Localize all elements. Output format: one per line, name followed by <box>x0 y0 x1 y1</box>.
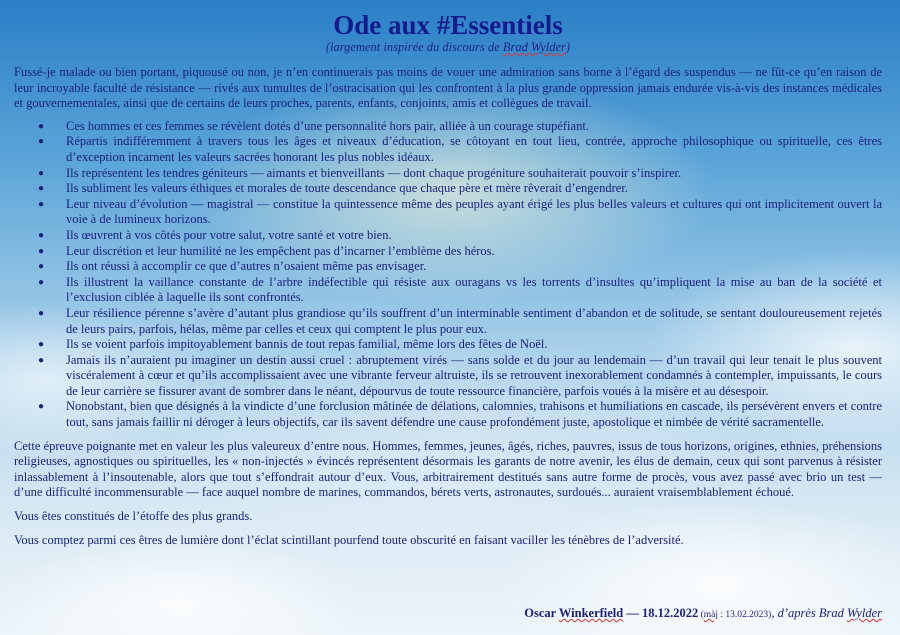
list-item <box>38 305 882 337</box>
list-item-text: Répartis indifféremment à travers tous les âges et niveaux d’éducation, se côtoyant en tout lieu, contrée, approche philosophique ou spirituelle, ces êtres d’exception incarnent les valeurs sacrées honorant les plus nobles idéaux. <box>66 134 882 164</box>
update-note-date: : 13.02.2023) <box>718 610 772 620</box>
signature <box>524 606 882 623</box>
list-item-text: Jamais ils n’auraient pu imaginer un destin aussi cruel : abruptement virés — sans solde et du jour au lendemain — d’un travail qui leur tenait le plus souvent viscéralement à cœur et qu’ils accomplissaient avec une vibrante ferveur altruiste, ils se retrouvent inexorablement condamnés à contempler, impuissants, le cours de leur carrière se fissurer avant de sombrer dans le néant, dépourvus de toute ressource financière, parfois voués à la misère et au désespoir. <box>66 352 882 398</box>
bullet-icon: ● <box>38 261 45 273</box>
page-title: Ode aux #Essentiels <box>333 10 563 40</box>
bullet-icon: ● <box>38 198 45 210</box>
inspiration-name: Wylder <box>847 606 882 620</box>
signature-separator: — <box>623 606 642 620</box>
bullet-icon: ● <box>38 276 45 288</box>
list-item-text: Ces hommes et ces femmes se révèlent dotés d’une personnalité hors pair, alliée à un courage stupéfiant. <box>66 118 589 133</box>
list-item <box>38 352 882 400</box>
bullet-icon: ● <box>38 120 45 132</box>
list-item-text: Ils ont réussi à accomplir ce que d’autres n’osaient même pas envisager. <box>66 259 427 274</box>
list-item <box>38 196 882 228</box>
final-paragraph: Vous comptez parmi ces êtres de lumière dont l’éclat scintillant pourfend toute obscurité en faisant vaciller les ténèbres de l’adversité. <box>14 532 684 547</box>
bullet-icon: ● <box>38 136 45 148</box>
list-item-text: Ils œuvrent à vos côtés pour votre salut, votre santé et votre bien. <box>66 227 392 242</box>
list-item-text: Leur niveau d’évolution — magistral — constitue la quintessence même des peuples ayant érigé les plus belles valeurs et cultures qui ont implicitement ouvert la voie à de lumineux horizons. <box>66 196 882 227</box>
bullet-icon: ● <box>38 401 45 413</box>
list-item <box>38 243 882 260</box>
list-item <box>38 337 882 353</box>
closing-paragraph: Cette épreuve poignante met en valeur les plus valeureux d’entre nous. Hommes, femmes, jeunes, âgés, riches, pauvres, issus de tous horizons, origines, ethnies, préhensions religieuses, agnostiques ou spirituelles, les « non-injectés » évincés représentent désormais les garants de notre avenir, les élus de demain, ceux qui sont parvenus à résister inlassablement à l’insoutenable, alors que tout s’effondrait autour d’eux. Vous, arbitrairement destitués sans autre forme de procès, vous avez passé avec brio un test — d’une difficulté incommensurable — face auquel nombre de marines, commandos, bérets verts, astronautes, surdoués... auraient vraisemblablement échoué. <box>14 438 882 500</box>
subtitle <box>14 40 882 55</box>
signature-date: 18.12.2022 <box>641 606 699 620</box>
bullet-icon: ● <box>38 183 45 195</box>
subtitle-prefix: (largement inspirée du discours de <box>325 40 503 54</box>
update-note-open: ( <box>698 610 704 620</box>
bullet-icon: ● <box>38 307 45 319</box>
update-note-word: màj <box>703 610 719 620</box>
list-item <box>38 181 882 197</box>
bullet-icon: ● <box>38 339 45 351</box>
intro-paragraph: Fussé-je malade ou bien portant, piquousé ou non, je n’en continuerais pas moins de vouer une admiration sans borne à l’égard des suspendus — ne fût-ce qu’en raison de leur incroyable faculté de résistance — rivés aux tumultes de l’ostracisation qui les confrontent à la plus grande oppression jamais endurée vis-à-vis des instances médicales et gouvernementales, ainsi que de certains de leurs proches, parents, enfants, conjoints, amis et collègues de travail. <box>14 65 882 111</box>
list-item-text: Ils se voient parfois impitoyablement bannis de tout repas familial, même lors des fêtes de Noël. <box>66 337 548 352</box>
inspiration-prefix: , d’après Brad <box>771 606 848 620</box>
list-item-text: Ils représentent les tendres géniteurs — aimants et bienveillants — dont chaque progéniture souhaiterait pouvoir s’inspirer. <box>66 165 682 180</box>
qualities-list <box>14 119 882 431</box>
list-item-text: Nonobstant, bien que désignés à la vindicte d’une forclusion mâtinée de délations, calomnies, trahisons et humiliations en cascade, ils persévèrent envers et contre tout, sans jamais faillir ni déroger à leurs objectifs, car ils savent défendre une cause profondément juste, apostolique et nimbée de vérité sacramentelle. <box>66 399 882 430</box>
author-first-name: Oscar <box>524 606 559 620</box>
list-item-text: Leur résilience pérenne s’avère d’autant plus grandiose qu’ils souffrent d’un interminable sentiment d’abandon et de solitude, se sentant douloureusement rejetés de leurs pairs, parfois, hélas, même par celles et ceux qui comptent le plus pour eux. <box>66 305 882 336</box>
bullet-icon: ● <box>38 229 45 241</box>
subtitle-suffix: ) <box>565 40 571 54</box>
short-paragraph: Vous êtes constitués de l’étoffe des plus grands. <box>14 509 253 524</box>
list-item <box>38 227 882 244</box>
author-last-name: Winkerfield <box>558 606 624 620</box>
subtitle-author-name: Brad Wylder <box>502 40 566 54</box>
list-item <box>38 134 882 165</box>
list-item <box>38 118 882 135</box>
list-item <box>38 274 882 306</box>
list-item-text: Leur discrétion et leur humilité ne les empêchent pas d’incarner l’emblème des héros. <box>66 243 495 258</box>
list-item-text: Ils illustrent la vaillance constante de l’arbre indéfectible qui résiste aux ouragans vs les torrents d’insultes qu’impliquent la mise au ban de la société et l’exclusion ciblée à laquelle ils sont confrontés. <box>66 274 882 305</box>
update-note <box>698 610 771 620</box>
signature-author <box>524 606 623 620</box>
bullet-icon: ● <box>38 167 45 179</box>
list-item <box>38 259 882 275</box>
inspiration-credit <box>771 606 882 620</box>
list-item <box>38 165 882 182</box>
bullet-icon: ● <box>38 354 45 366</box>
list-item <box>38 399 882 430</box>
list-item-text: Ils subliment les valeurs éthiques et morales de toute descendance que chaque père et mère rêverait d’engendrer. <box>66 181 628 196</box>
bullet-icon: ● <box>38 245 45 257</box>
